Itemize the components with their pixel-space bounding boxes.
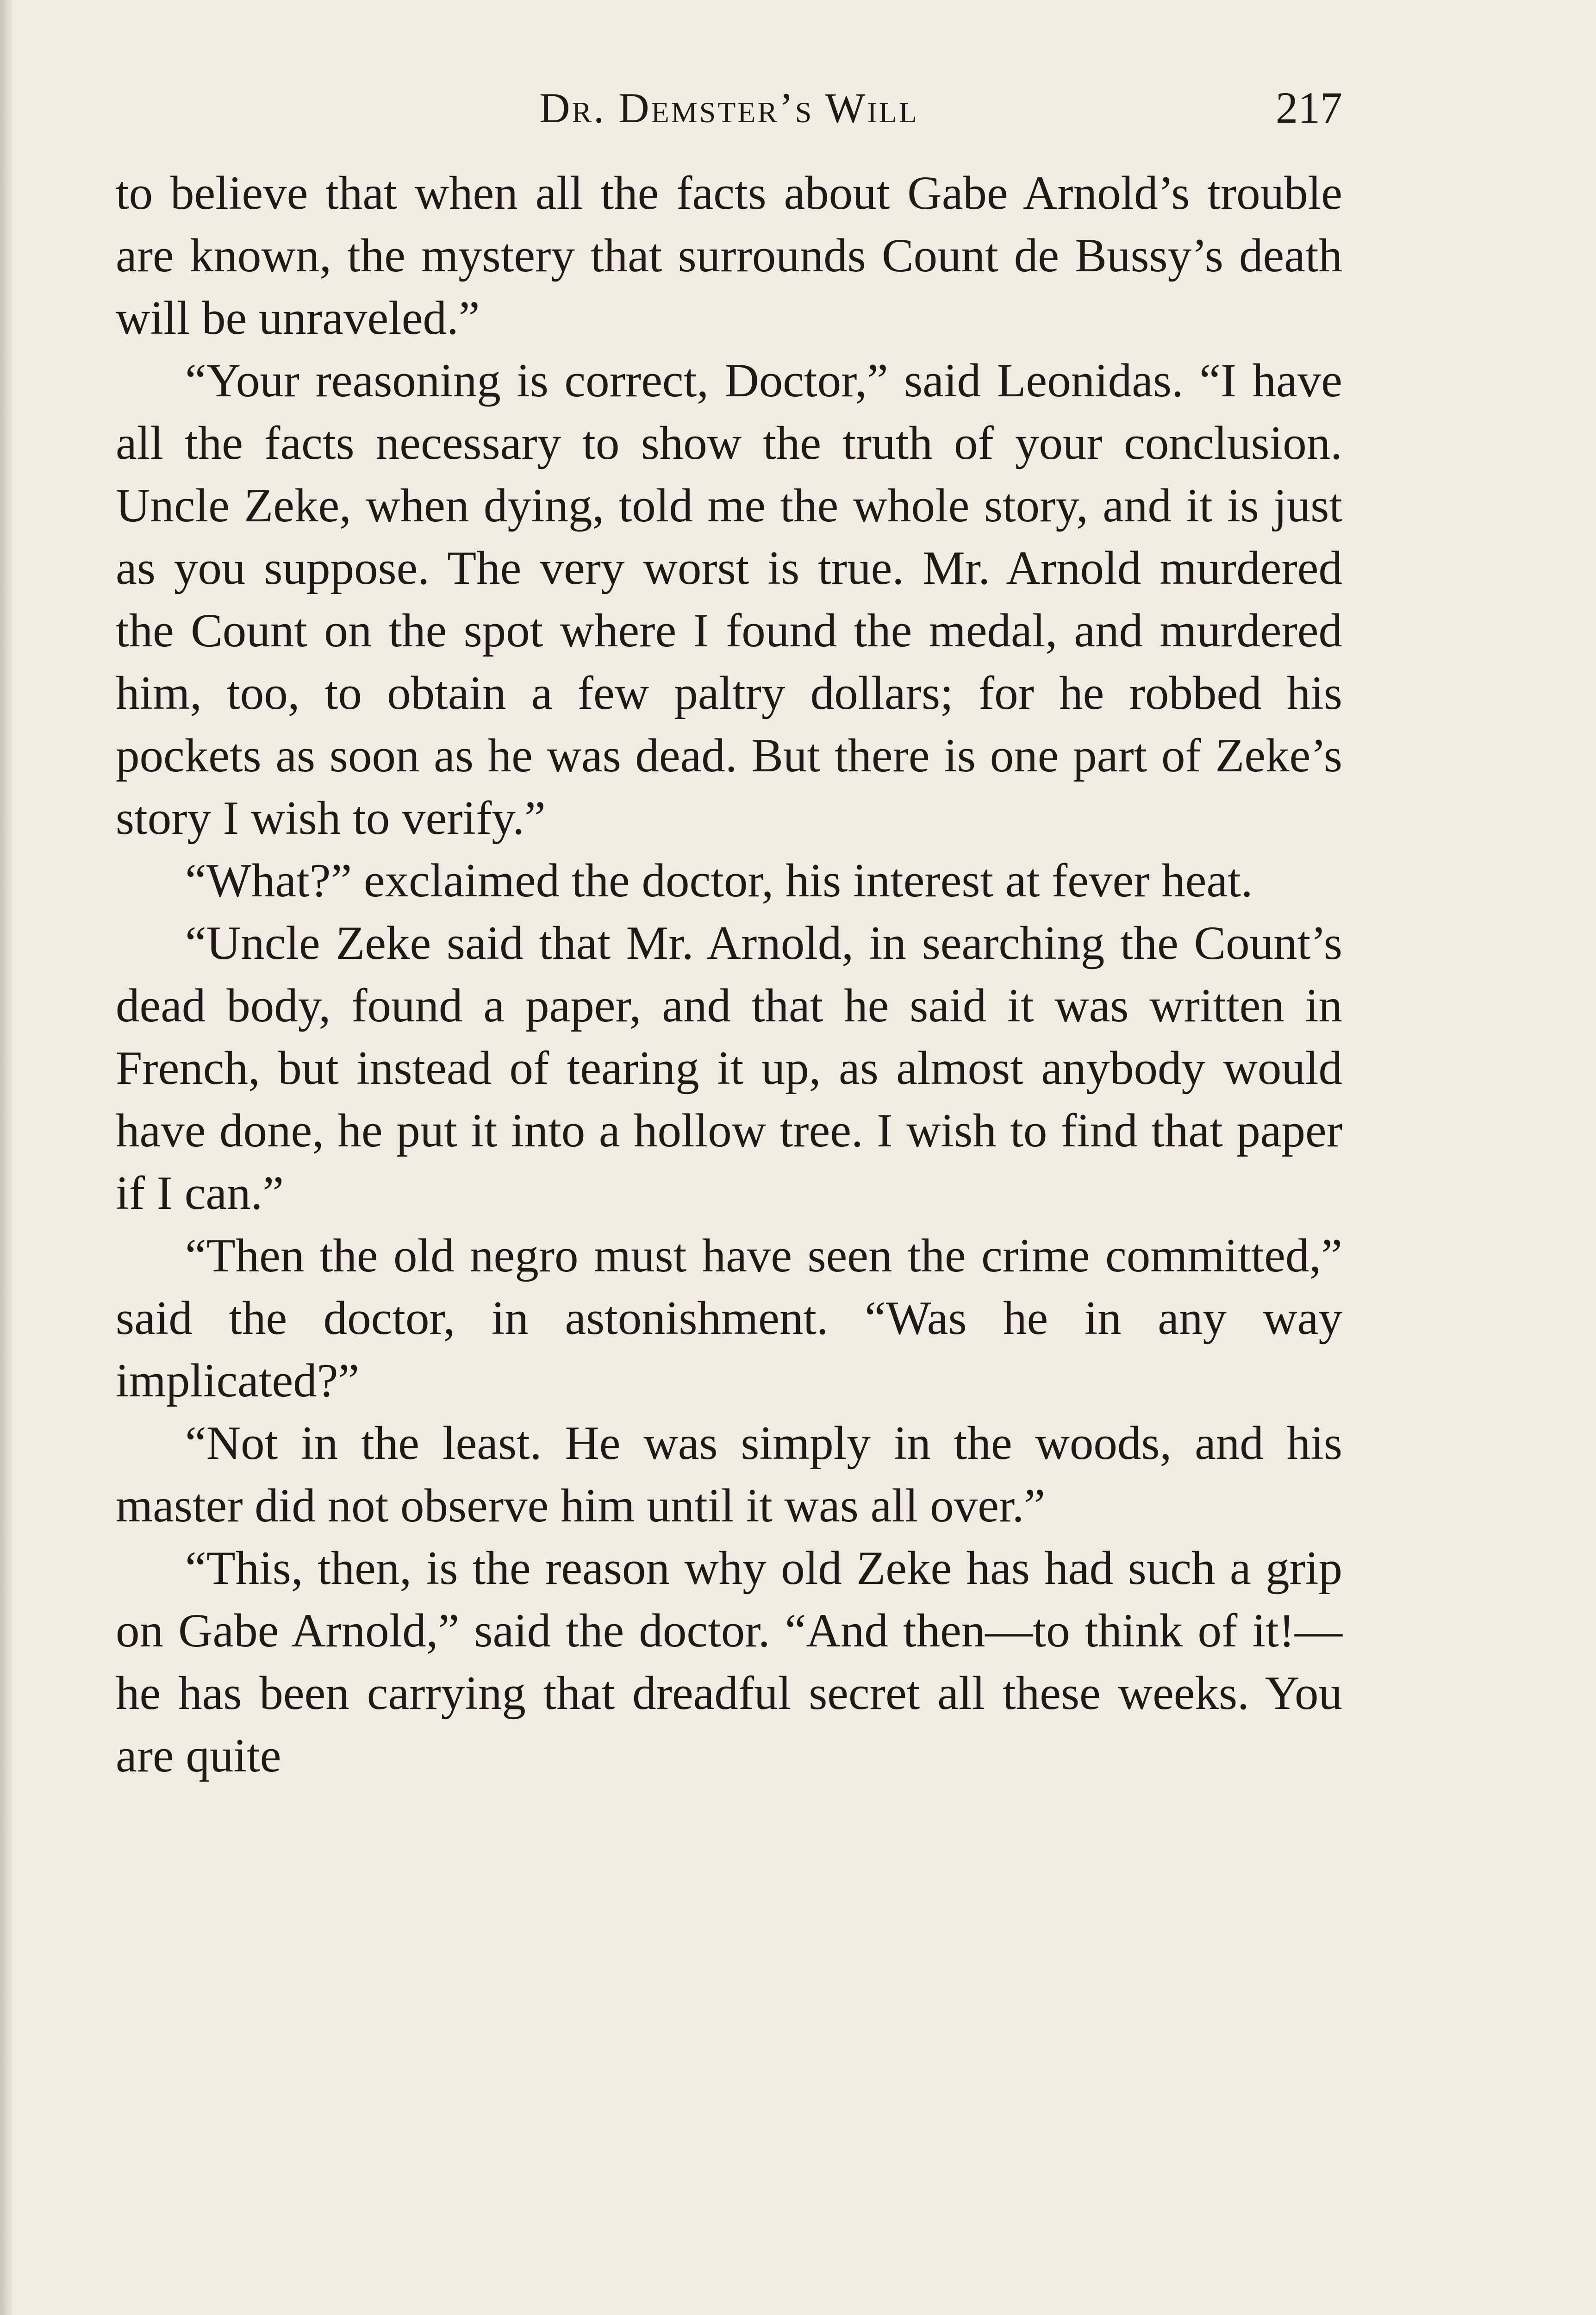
paragraph: “Not in the least. He was simply in the woods, and his master did not observe him until it was all over.” xyxy=(116,1417,1342,1532)
paragraph: “What?” exclaimed the doctor, his interest at fever heat. xyxy=(185,854,1253,907)
page-number: 217 xyxy=(1276,83,1342,132)
paragraph: “This, then, is the reason why old Zeke has had such a grip on Gabe Arnold,” said the doctor. “And then—to think of it!—he has been carrying that dreadful secret all these weeks. You are quite xyxy=(116,1542,1342,1782)
paragraph: “Uncle Zeke said that Mr. Arnold, in searching the Count’s dead body, found a paper, and that he said it was written in French, but instead of tearing it up, as almost anybody would have done, he put it into a hollow tree. I wish to find that paper if I can.” xyxy=(116,917,1342,1220)
paragraph: to believe that when all the facts about Gabe Arnold’s trouble are known, the mystery that surrounds Count de Bussy’s death will be unraveled.” xyxy=(116,167,1342,344)
running-head xyxy=(116,73,1342,143)
page-edge xyxy=(0,0,12,2315)
running-title: Dr. Demster’s Will xyxy=(539,84,919,131)
paragraph: “Then the old negro must have seen the crime committed,” said the doctor, in astonishment. “Was he in any way implicated?” xyxy=(116,1229,1342,1407)
paragraph: “Your reasoning is correct, Doctor,” said Leonidas. “I have all the facts necessary to show the truth of your conclusion. Uncle Zeke, when dying, told me the whole story, and it is just as you suppose. The very worst is true. Mr. Arnold murdered the Count on the spot where I found the medal, and murdered him, too, to obtain a few paltry dollars; for he robbed his pockets as soon as he was dead. But there is one part of Zeke’s story I wish to verify.” xyxy=(116,354,1342,845)
body-text xyxy=(116,162,1342,1787)
